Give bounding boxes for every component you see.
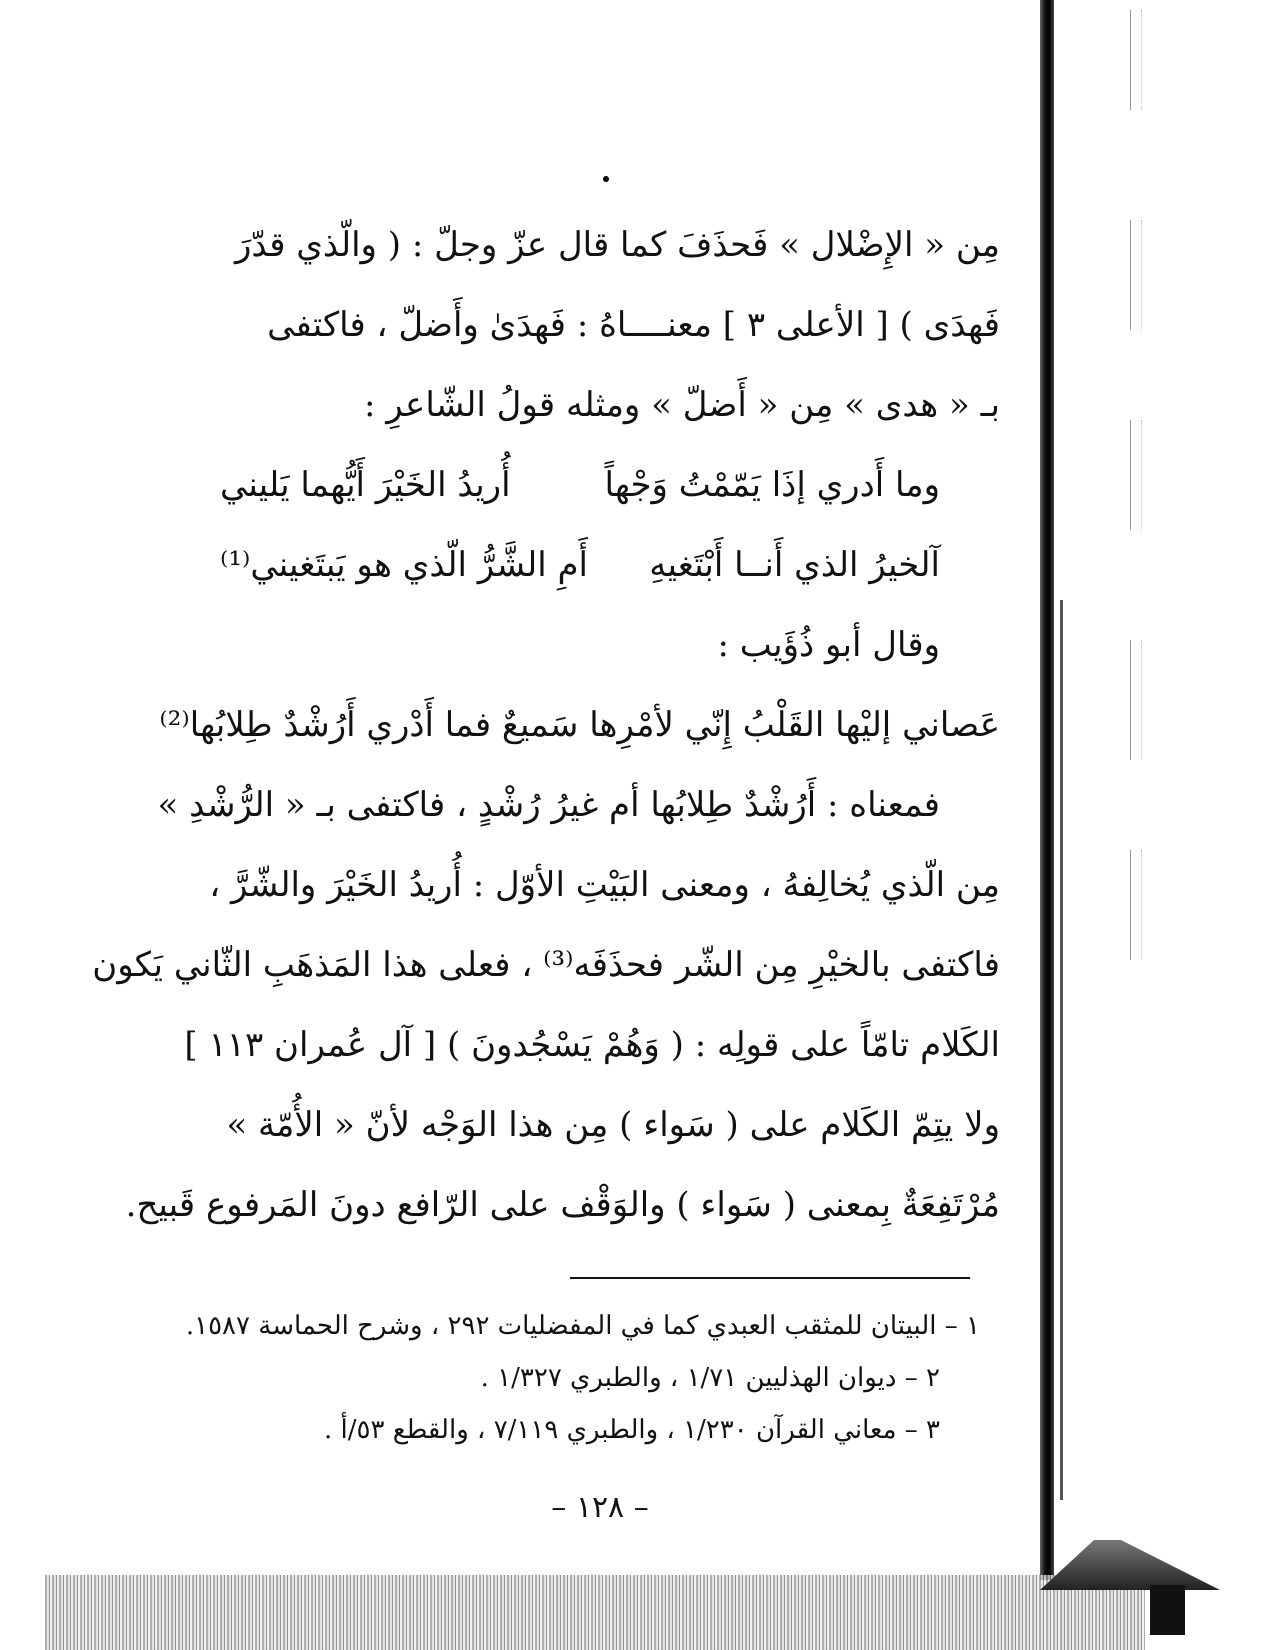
text-line: فمعناه : أَرُشْدٌ طِلابُها أم غيرُ رُشْدٍ ، فاكتفى بـ « الرُّشْدِ »: [157, 785, 940, 825]
footnote-2: ٢ – ديوان الهذليين ١/٧١ ، والطبري ١/٣٢٧ .: [480, 1363, 940, 1393]
verse-hemistich-left: أُريدُ الخَيْرَ أَيُّهما يَليني: [220, 465, 511, 505]
poet-intro: وقال أبو ذُؤَيب :: [717, 625, 940, 665]
text-line: مِن « الإِضْلال » فَحذَفَ كما قال عزّ وجلّ : ( والّذي قدّرَ: [234, 225, 1000, 265]
page-corner-shadow: [1040, 1540, 1220, 1590]
text-line: ولا يتِمّ الكَلام على ( سَواء ) مِن هذا الوَجْه لأنّ « الأُمّة »: [226, 1105, 1000, 1145]
footnotes: [180, 1300, 980, 1456]
scan-corner-mark: [1150, 1585, 1185, 1635]
page-edge-strip: [1130, 420, 1142, 530]
poem-verse-2: [220, 525, 940, 605]
page-edge-strip: [1130, 850, 1142, 960]
page-number: – ١٢٨ –: [551, 1490, 649, 1525]
text-line: مُرْتَفِعَةٌ بِمعنى ( سَواء ) والوَقْف على الرّافع دونَ المَرفوع قَبيح.: [125, 1185, 1000, 1225]
footnote-1: ١ – البيتان للمثقب العبدي كما في المفضليات ٢٩٢ ، وشرح الحماسة ١٥٨٧.: [185, 1311, 980, 1341]
footnote-separator: [570, 1277, 970, 1279]
text-line: بـ « هدى » مِن « أَضلّ » ومثله قولُ الشّاعرِ :: [364, 385, 1000, 425]
verse-hemistich-right: وما أَدري إذَا يَمّمْتُ وَجْهاً: [604, 465, 940, 505]
page-edge-strip: [1130, 220, 1142, 330]
main-text: [92, 205, 1000, 1245]
verse-hemistich-left: أَمِ الشَّرُّ الّذي هو يَبتَغيني⁽¹⁾: [220, 545, 588, 585]
page-edge-strip: [1130, 10, 1142, 110]
spine-edge-line: [1060, 600, 1063, 1500]
text-line: مِن الّذي يُخالِفهُ ، ومعنى البَيْتِ الأوّل : أُريدُ الخَيْرَ والشّرَّ ،: [209, 865, 1000, 905]
poem-verse-3: عَصاني إليْها القَلْبُ إِنّي لأمْرِها سَميعٌ فما أَدْري أَرُشْدٌ طِلابُها⁽²⁾: [159, 705, 1000, 745]
text-line: فاكتفى بالخيْرِ مِن الشّر فحذَفَه⁽³⁾ ، فعلى هذا المَذهَبِ الثّاني يَكون: [92, 945, 1000, 985]
text-line: الكَلام تامّاً على قولِه : ( وَهُمْ يَسْجُدونَ ) [ آل عُمران ١١٣ ]: [184, 1025, 1000, 1065]
text-line: فَهدَى ) [ الأعلى ٣ ] معنــــاهُ : فَهدَىٰ وأَضلّ ، فاكتفى: [267, 305, 1000, 345]
ink-dot: [603, 176, 609, 182]
verse-hemistich-right: آلخيرُ الذي أَنــا أَبْتَغيهِ: [649, 545, 940, 585]
book-spine-shadow: [1040, 0, 1054, 1580]
footnote-3: ٣ – معاني القرآن ١/٢٣٠ ، والطبري ٧/١١٩ ، والقطع ٥٣/أ .: [324, 1415, 940, 1445]
poem-verse-1: [220, 445, 940, 525]
scan-noise-band: [45, 1575, 1145, 1650]
page-edge-strip: [1130, 640, 1142, 760]
